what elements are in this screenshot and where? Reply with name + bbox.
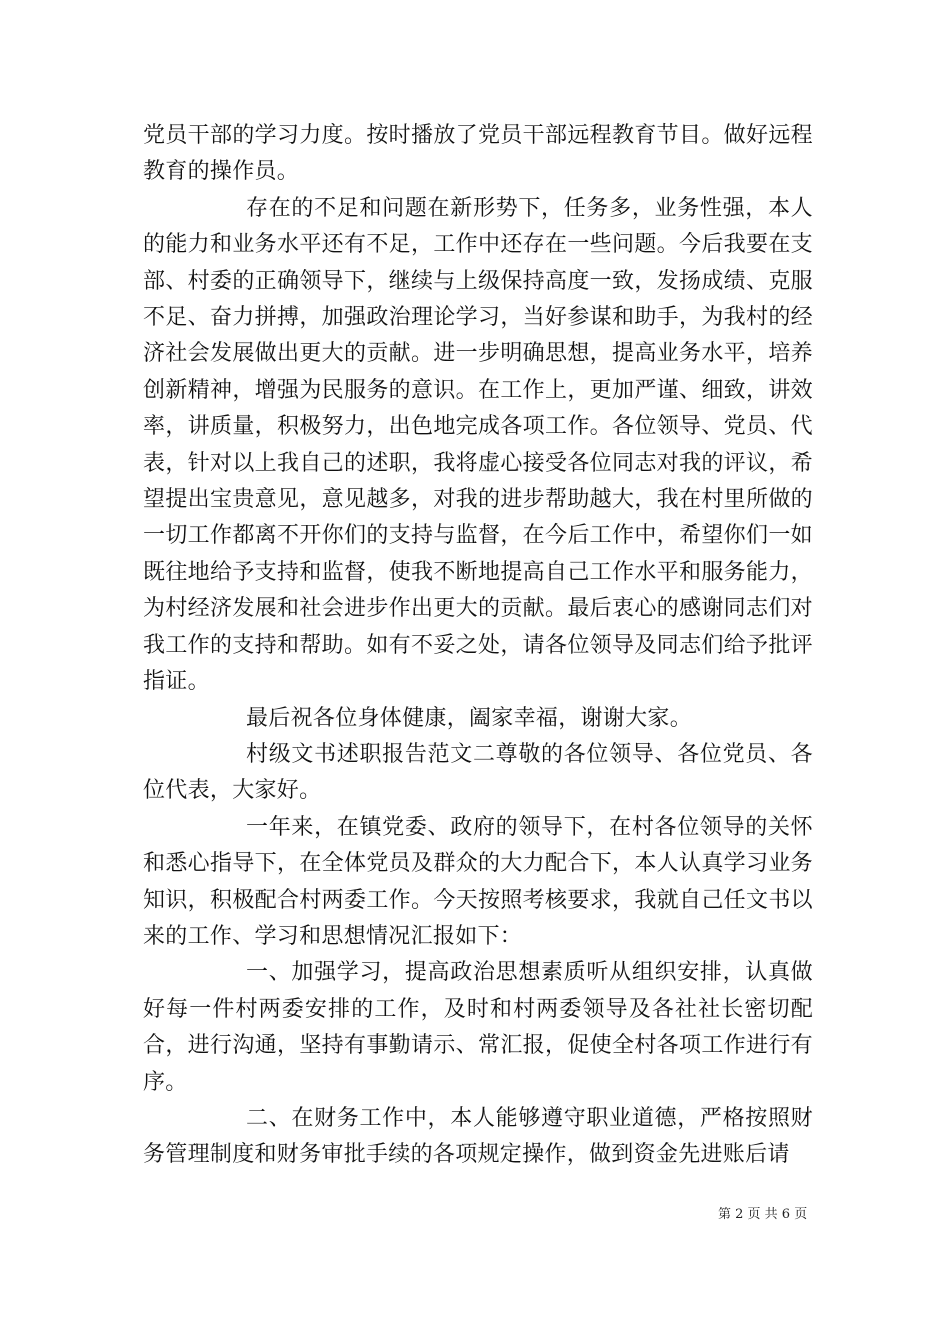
paragraph-section-two: 二、在财务工作中，本人能够遵守职业道德，严格按照财务管理制度和财务审批手续的各项规定操作，做到资金先进账后请: [143, 1105, 813, 1168]
paragraph-shortcomings: 存在的不足和问题在新形势下，任务多，业务性强，本人的能力和业务水平还有不足，工作中还存在一些问题。今后我要在支部、村委的正确领导下，继续与上级保持高度一致，发扬成绩、克服不足、奋力拼搏，加强政治理论学习，当好参谋和助手，为我村的经济社会发展做出更大的贡献。进一步明确思想，提高业务水平，培养创新精神，增强为民服务的意识。在工作上，更加严谨、细致，讲效率，讲质量，积极努力，出色地完成各项工作。各位领导、党员、代表，针对以上我自己的述职，我将虚心接受各位同志对我的评议，希望提出宝贵意见，意见越多，对我的进步帮助越大，我在村里所做的一切工作都离不开你们的支持与监督，在今后工作中，希望你们一如既往地给予支持和监督，使我不断地提高自己工作水平和服务能力，为村经济发展和社会进步作出更大的贡献。最后衷心的感谢同志们对我工作的支持和帮助。如有不妥之处，请各位领导及同志们给予批评指证。: [143, 195, 813, 695]
document-body: [143, 118, 813, 1174]
paragraph-closing-wishes: 最后祝各位身体健康，阖家幸福，谢谢大家。: [246, 705, 693, 731]
paragraph-sample-two-greeting: 村级文书述职报告范文二尊敬的各位领导、各位党员、各位代表，大家好。: [143, 741, 813, 804]
paragraph-continuation: 党员干部的学习力度。按时播放了党员干部远程教育节目。做好远程教育的操作员。: [143, 123, 813, 185]
paragraph-year-summary: 一年来，在镇党委、政府的领导下，在村各位领导的关怀和悉心指导下，在全体党员及群众的大力配合下，本人认真学习业务知识，积极配合村两委工作。今天按照考核要求，我就自己任文书以来的工作、学习和思想情况汇报如下：: [143, 814, 813, 949]
paragraph-section-one: 一、加强学习，提高政治思想素质听从组织安排，认真做好每一件村两委安排的工作，及时和村两委领导及各社社长密切配合，进行沟通，坚持有事勤请示、常汇报，促使全村各项工作进行有序。: [143, 960, 813, 1095]
page-number-footer: 第 2 页 共 6 页: [718, 1207, 808, 1222]
